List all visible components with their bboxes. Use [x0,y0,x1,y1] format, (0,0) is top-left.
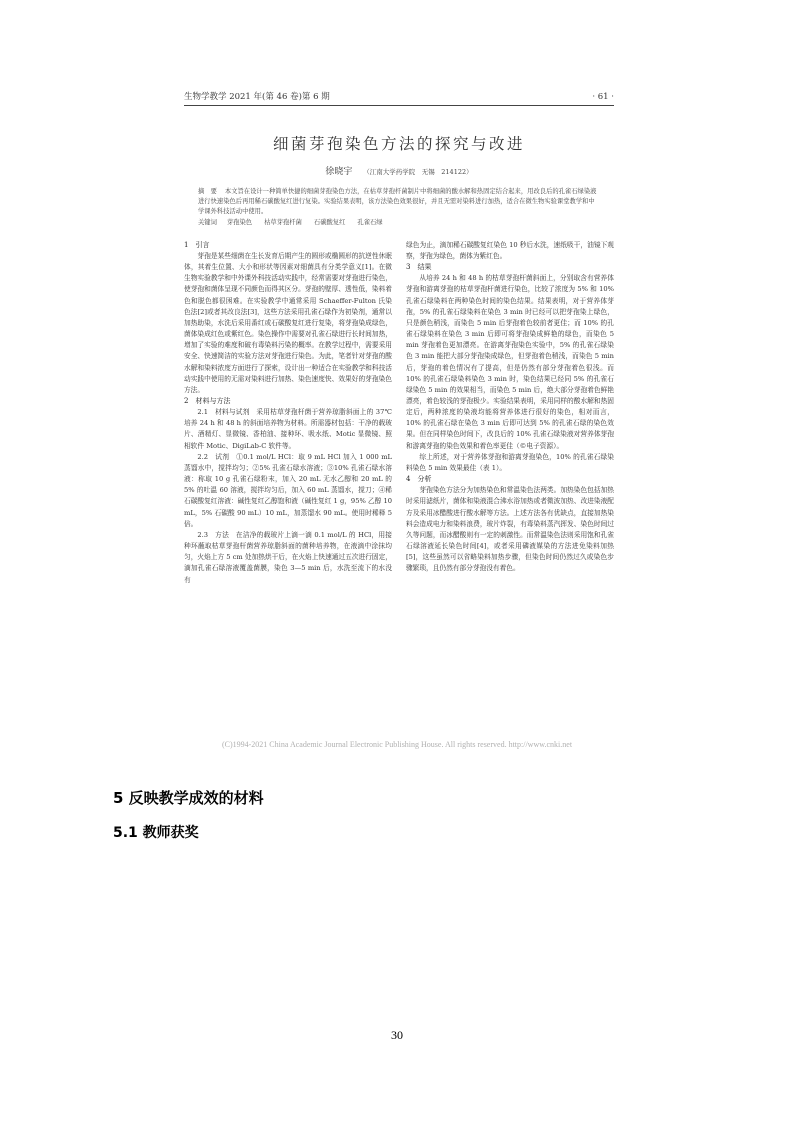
section-3-summary: 综上所述，对于营养体芽孢和游离芽孢染色，10% 的孔雀石绿染料染色 5 min 效果最佳（表 1）。 [406,452,614,472]
section-2-3-paragraph: 2.3 方法 在洁净的载玻片上滴一滴 0.1 mol/L 的 HCl，用接种环蘸取枯草芽孢杆菌营养琼脂斜面的菌种培养物，在液滴中涂抹均匀，火焰上方 5 cm 处加热烘干后，在火焰上快速通过五次进行固定，滴加孔雀石绿溶液覆盖菌膜，染色 3—5 min 后，水洗至流下的水没有 [184,530,392,584]
abstract-label: 摘 要 [198,188,217,195]
author-name: 徐晓宇 [325,167,353,177]
journal-page: · 61 · [592,92,614,102]
body-columns [184,240,614,586]
author-line [184,164,614,177]
section-2-title: 2 材料与方法 [184,397,231,405]
abstract [198,187,600,218]
author-affiliation: （江南大学药学院 无锡 214122） [363,168,473,176]
section-2-3-continued: 绿色为止，滴加稀石碳酸复红染色 10 秒后水洗，速纸吸干，油镜下观察，芽孢为绿色，菌体为紫红色。 [406,240,614,260]
journal-name: 生物学教学 2021 年(第 46 卷)第 6 期 [184,92,330,102]
page-number: 30 [391,1028,403,1042]
section-4-title: 4 分析 [406,475,432,484]
left-column [184,240,392,586]
section-1-title: 1 引言 [184,240,210,249]
section-4-paragraph: 芽孢染色方法分为加热染色和常温染色法两类。加热染色包括加热时采用滤纸片，菌体和染液混合沸水浴加热或者微波加热、改进染液配方及采用冰醋酸进行酸水解等方法。上述方法各有优缺点，直接加热染料会造成电力和染料浪费，玻片炸裂，有毒染料蒸汽挥发、染色时间过久等问题，而冰醋酸则有一定的刺激性。而常温染色法则采用饱和孔雀石绿溶液延长染色时间[4]，或者采用磷液媒染的方法进免染料加热[5]，这些虽然可以省略染料加热步骤，但染色时间仍然过久或染色步骤繁琐，且仍然有部分芽孢没有着色。 [406,486,614,573]
section-heading: 5 反映教学成效的材料 [113,789,264,807]
running-head [184,90,614,106]
keyword: 孔雀石绿 [357,218,383,226]
keywords [198,218,600,228]
keyword: 芽孢染色 [226,218,253,226]
section-1-paragraph: 芽孢是某些细菌在生长发育后期产生的圆形或椭圆形的抗逆性休眠体，其着生位置、大小和形状等因素对细菌具有分类学意义[1]。在微生物实验教学和中外课外科技活动实践中，经常需要对芽孢进行染色，使芽孢和菌体呈现不同颜色而得其区分。芽孢的壁厚、透性低，染料着色和脱色都很困难。在实验教学中通常采用 Schaeffer-Fulton 氏染色法[2]或者其改良法[3]，这些方法采用孔雀石绿作为初染剂，通常以加热助染，水洗后采用番红或石碳酸复红进行复染，将芽孢染成绿色，菌体染成红色或紫红色。染色操作中需要对孔雀石绿进行长时间加热，增加了实验的难度和破有毒染料污染的概率。在教学过程中，需要采用安全、快速简洁的实验方法对芽孢进行染色。为此，笔者针对芽孢的酸水解和染料浓度方面进行了探索，设计出一种适合在实验教学和科技活动实践中使用的无需对染料进行加热、染色速度快、效果好的芽孢染色方法。 [184,251,392,394]
abstract-text: 本文旨在设计一种简单快捷的细菌芽孢染色方法，在枯草芽孢杆菌制片中将细菌的酸水解和热固定结合起来，用改良后的孔雀石绿染液进行快速染色后再用稀石碳酸复红进行复染。实验结果表明，该方法染色效果很好，并且无需对染料进行加热，适合在微生物实验课堂教学和中学课外科技活动中使用。 [198,188,597,216]
cnki-watermark: (C)1994-2021 China Academic Journal Electronic Publishing House. All rights reserved. http://www.cnki.net [221,740,573,749]
keywords-label: 关键词 [198,218,217,226]
section-2-1-paragraph: 2.1 材料与试剂 采用枯草芽孢杆菌于营养琼脂斜面上的 37℃ 培养 24 h 和 48 h 的斜面培养物为材料。所需器材包括：干净的载玻片、酒精灯、显微镜、香柏油、接种环、吸水纸、Motic 显微镜、照相软件 Motic、DigiLab-C 软件等。 [184,408,392,450]
subsection-heading: 5.1 教师获奖 [113,825,199,841]
section-2-2-paragraph: 2.2 试剂 ①0.1 mol/L HCl：取 9 mL HCl 加入 1 000 mL 蒸馏水中，搅拌均匀；②5% 孔雀石绿水溶液；③10% 孔雀石绿水溶液：称取 10 g 孔雀石绿粉末，加入 20 mL 无水乙醇和 20 mL 的 5% 的吐温 60 溶液，搅拌均匀后，加入 60 mL 蒸馏水，搅刀；④稀石碳酸复红溶液：碱性复红乙醇饱和液（碱性复红 1 g，95% 乙醇 10 mL，5% 石碳酸 90 mL）10 mL，加蒸馏水 90 mL。使用时稀释 5 倍。 [184,452,392,528]
right-column [406,240,614,586]
keyword: 石碳酸复红 [313,218,346,226]
section-3-title: 3 结果 [406,263,432,272]
section-3-paragraph: 从培养 24 h 和 48 h 的枯草芽孢杆菌斜面上，分别取含有营养体芽孢和游离芽孢的枯草芽孢杆菌进行染色，比较了浓度为 5% 和 10% 孔雀石绿染料在两种染色时间的染色结果。结果表明，对于营养体芽孢，5% 的孔雀石绿染料在染色 3 min 时已经可以把芽孢染上绿色，只是颜色稍浅，而染色 5 min 后芽孢着色较前者更佳；而 10% 的孔雀石绿染料在染色 3 min 后即可将芽孢染成鲜艳的绿色，而染色 5 min 芽孢着色更加漂亮。在游离芽孢染色实验中，5% 的孔雀石绿染色 3 min 能把大部分芽孢染成绿色，但芽孢着色稍浅，而染色 5 min 后，芽孢的着色情况有了提高，但是仍然有部分芽孢着色很浅。而 10% 的孔雀石绿染料染色 3 min 时，染色结果已经同 5% 的孔雀石绿染色 5 min 的效果相当，而染色 5 min 后，绝大部分芽孢着色鲜艳漂亮，着色较浅的芽孢极少。实验结果表明，采用同样的酸水解和热固定后，两种浓度的染液均能将营养体进行很好的染色，相对而言，10% 的孔雀石绿在染色 3 min 后即可达到 5% 的孔雀石绿的染色效果。但在同样染色时间下，改良后的 10% 孔雀石绿染液对营养体芽孢和游离芽孢的染色效果和着色率更佳（©电子资源）。 [406,274,614,450]
keyword: 枯草芽孢杆菌 [264,218,302,226]
article-scan [184,90,614,770]
article-title: 细菌芽孢染色方法的探究与改进 [272,135,525,153]
